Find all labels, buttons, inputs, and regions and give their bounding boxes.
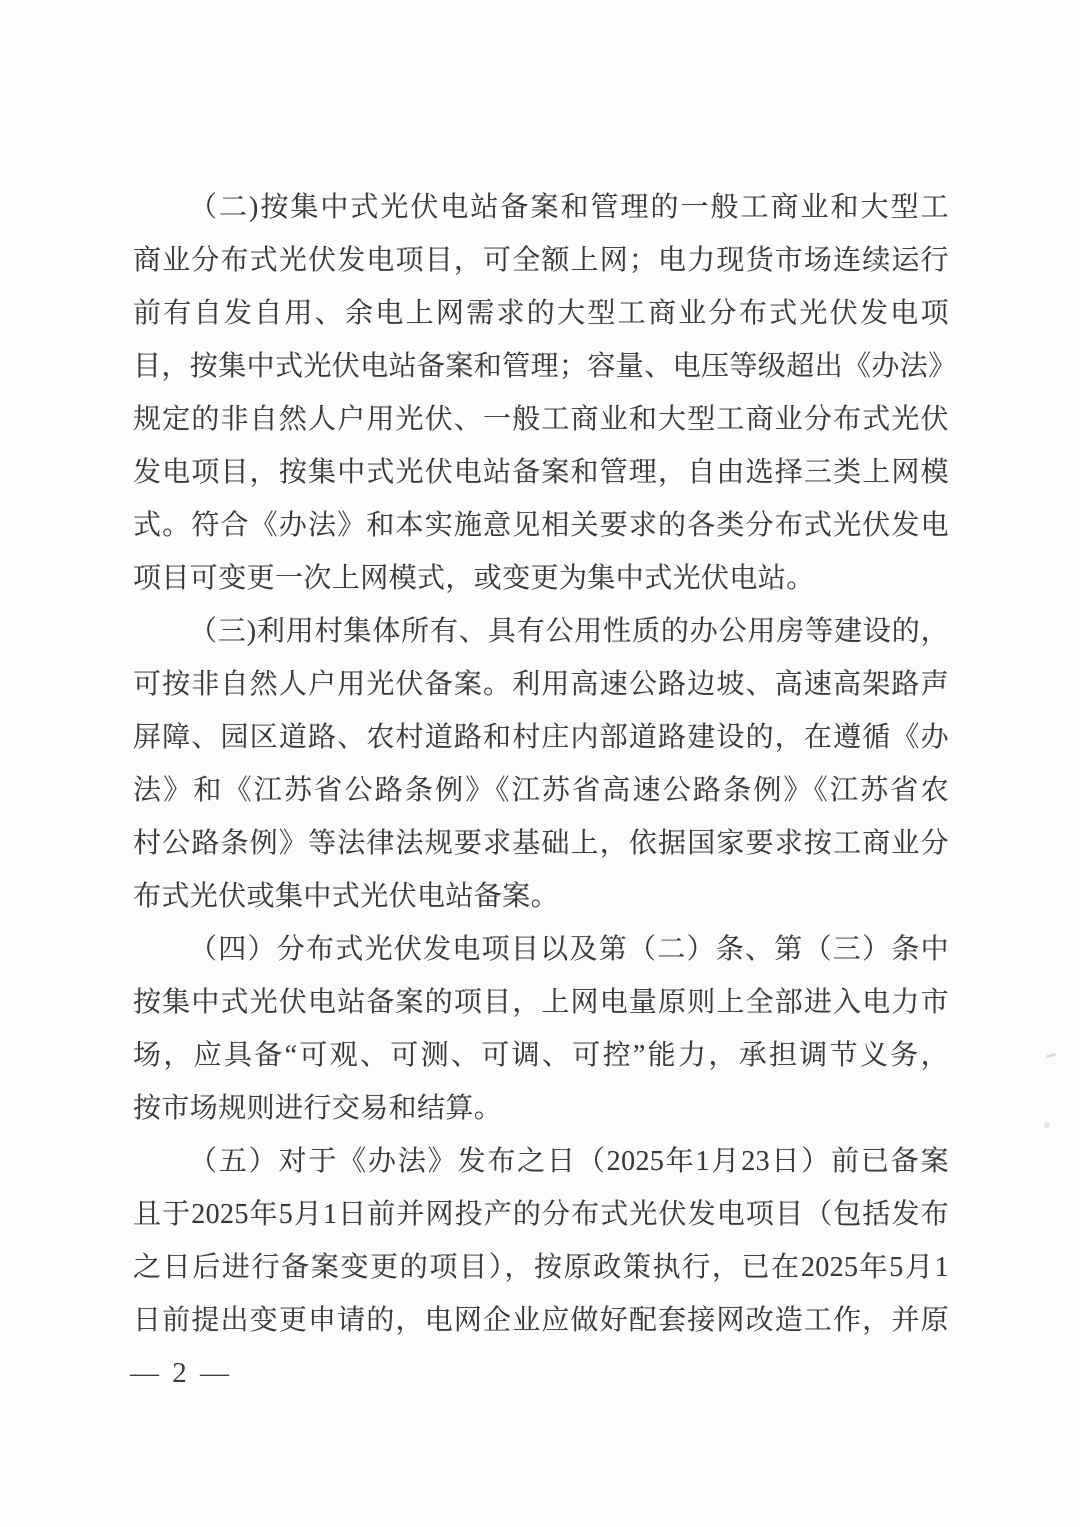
text-line: 按市场规则进行交易和结算。 <box>133 1093 503 1124</box>
text-line: 屏障、园区道路、农村道路和村庄内部道路建设的，在遵循《办 <box>133 722 949 753</box>
page-number: — 2 — <box>130 1357 232 1389</box>
text-line: 日前提出变更申请的，电网企业应做好配套接网改造工作，并原 <box>133 1305 949 1336</box>
text-line: 前有自发自用、余电上网需求的大型工商业分布式光伏发电项 <box>133 298 949 329</box>
text-line: 村公路条例》等法律法规要求基础上，依据国家要求按工商业分 <box>133 828 949 859</box>
scan-artifact <box>1044 1122 1050 1128</box>
text-line: 可按非自然人户用光伏备案。利用高速公路边坡、高速高架路声 <box>133 669 949 700</box>
text-line: 规定的非自然人户用光伏、一般工商业和大型工商业分布式光伏 <box>133 404 949 435</box>
text-line: 之日后进行备案变更的项目），按原政策执行，已在2025年5月1 <box>133 1252 949 1283</box>
text-line: （二)按集中式光伏电站备案和管理的一般工商业和大型工 <box>189 192 949 223</box>
scan-artifact <box>1046 1053 1056 1058</box>
text-line: （四）分布式光伏发电项目以及第（二）条、第（三）条中 <box>189 934 949 965</box>
text-line: 按集中式光伏电站备案的项目，上网电量原则上全部进入电力市 <box>133 987 949 1018</box>
text-line: 且于2025年5月1日前并网投产的分布式光伏发电项目（包括发布 <box>133 1199 949 1230</box>
text-line: 布式光伏或集中式光伏电站备案。 <box>133 881 560 912</box>
text-line: 发电项目，按集中式光伏电站备案和管理，自由选择三类上网模 <box>133 457 949 488</box>
text-line: 场，应具备“可观、可测、可调、可控”能力，承担调节义务， <box>133 1040 949 1071</box>
text-line: 商业分布式光伏发电项目，可全额上网；电力现货市场连续运行 <box>133 245 949 276</box>
document-body <box>133 181 957 1347</box>
text-line: 法》和《江苏省公路条例》《江苏省高速公路条例》《江苏省农 <box>133 775 949 806</box>
text-line: 项目可变更一次上网模式，或变更为集中式光伏电站。 <box>133 563 815 594</box>
text-line: （三)利用村集体所有、具有公用性质的办公用房等建设的， <box>189 616 949 647</box>
text-line: 目，按集中式光伏电站备案和管理；容量、电压等级超出《办法》 <box>133 351 957 382</box>
text-line: 式。符合《办法》和本实施意见相关要求的各类分布式光伏发电 <box>133 510 949 541</box>
text-line: （五）对于《办法》发布之日（2025年1月23日）前已备案 <box>189 1146 949 1177</box>
